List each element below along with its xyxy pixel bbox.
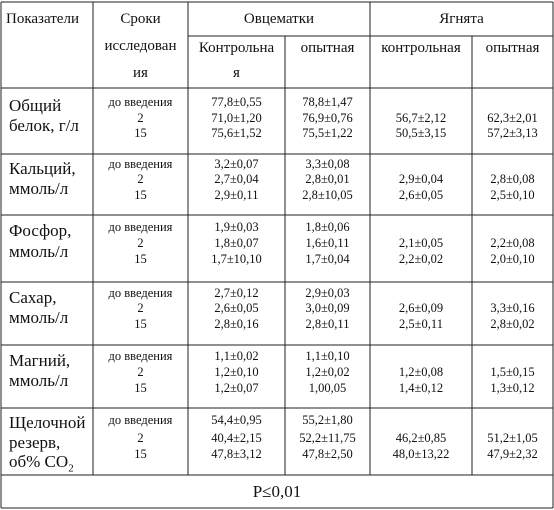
value-cell: 75,6±1,52 [211,126,262,140]
period-cell: 2 [137,172,144,186]
value-cell: 1,1±0,02 [214,349,259,363]
value-cell: 54,4±0,95 [211,413,262,427]
value-cell: 1,9±0,03 [214,220,259,234]
value-cell: 1,7±0,04 [305,252,350,266]
value-cell: 75,5±1,22 [302,126,353,140]
period-cell: 2 [137,111,144,125]
header-lambs: Ягнята [439,11,484,27]
row-label: ммоль/л [9,308,69,327]
value-cell: 2,7±0,12 [214,286,259,300]
row-label: Магний, [9,351,71,370]
value-cell: 2,8±0,08 [490,172,535,186]
value-cell: 57,2±3,13 [487,126,538,140]
period-cell: до введения [108,220,173,234]
header-periods-line3: ия [133,65,148,81]
header-periods-line1: Сроки [120,11,161,27]
period-cell: 15 [134,252,147,266]
value-cell: 3,2±0,07 [214,157,259,171]
value-cell: 47,8±3,12 [211,447,262,461]
value-cell: 78,8±1,47 [302,95,353,109]
value-cell: 1,8±0,07 [214,236,259,250]
value-cell: 2,0±0,10 [490,252,535,266]
value-cell: 56,7±2,12 [395,111,447,125]
row-label: Кальций, [9,159,76,178]
row-label: Общий [9,96,62,115]
period-cell: до введения [108,349,173,363]
value-cell: 62,3±2,01 [487,111,538,125]
value-cell: 1,7±10,10 [211,252,262,266]
value-cell: 1,3±0,12 [490,381,535,395]
header-ewes: Овцематки [243,11,315,27]
value-cell: 2,8±10,05 [302,188,353,202]
value-cell: 1,8±0,06 [305,220,350,234]
period-cell: 2 [137,301,144,315]
period-cell: до введения [108,413,173,427]
value-cell: 3,3±0,16 [490,301,535,315]
period-cell: до введения [108,286,173,300]
period-cell: до введения [108,157,173,171]
value-cell: 47,9±2,32 [487,447,538,461]
value-cell: 1,2±0,07 [214,381,259,395]
row-label: резерв, [9,433,61,452]
value-cell: 1,2±0,02 [305,365,350,379]
value-cell: 2,2±0,02 [398,252,444,266]
value-cell: 1,00,05 [308,381,347,395]
value-cell: 1,1±0,10 [305,349,350,363]
value-cell: 48,0±13,22 [392,447,450,461]
row-label: белок, г/л [9,116,79,135]
row-label: ммоль/л [9,179,69,198]
value-cell: 1,4±0,12 [398,381,444,395]
value-cell: 50,5±3,15 [395,126,447,140]
row-label: Щелочной [9,413,86,432]
row-label: ммоль/л [9,371,69,390]
period-cell: 15 [134,126,147,140]
value-cell: 77,8±0,55 [211,95,262,109]
value-cell: 52,2±11,75 [299,431,356,445]
value-cell: 2,2±0,08 [490,236,535,250]
value-cell: 47,8±2,50 [302,447,353,461]
value-cell: 40,4±2,15 [211,431,262,445]
period-cell: 15 [134,188,147,202]
value-cell: 2,8±0,02 [490,317,535,331]
value-cell: 2,5±0,11 [399,317,443,331]
row-label: об% $CO_2$ [9,452,74,475]
period-cell: 2 [137,365,144,379]
value-cell: 2,6±0,05 [214,301,259,315]
row-label: Сахар, [9,288,57,307]
value-cell: 51,2±1,05 [487,431,538,445]
period-cell: 15 [134,447,147,461]
header-ewes-control-line2: я [233,65,240,81]
period-cell: до введения [108,95,173,109]
value-cell: 2,7±0,04 [214,172,259,186]
value-cell: 1,2±0,10 [214,365,259,379]
value-cell: 2,9±0,04 [398,172,444,186]
value-cell: 2,8±0,01 [305,172,350,186]
significance-note: P≤0,01 [252,482,302,501]
value-cell: 1,6±0,11 [305,236,350,250]
value-cell: 1,2±0,08 [398,365,444,379]
value-cell: 2,9±0,11 [214,188,259,202]
row-label: ммоль/л [9,242,69,261]
value-cell: 76,9±0,76 [302,111,353,125]
period-cell: 15 [134,381,147,395]
value-cell: 3,0±0,09 [305,301,350,315]
header-ewes-experimental: опытная [300,40,355,56]
value-cell: 1,5±0,15 [490,365,535,379]
value-cell: 2,6±0,09 [398,301,444,315]
value-cell: 2,1±0,05 [398,236,444,250]
value-cell: 55,2±1,80 [302,413,353,427]
header-lambs-experimental: опытная [485,40,540,56]
row-label: Фосфор, [9,221,72,240]
value-cell: 46,2±0,85 [395,431,447,445]
period-cell: 2 [137,431,144,445]
value-cell: 3,3±0,08 [305,157,350,171]
period-cell: 2 [137,236,144,250]
value-cell: 2,8±0,11 [305,317,350,331]
period-cell: 15 [134,317,147,331]
value-cell: 2,8±0,16 [214,317,259,331]
value-cell: 2,9±0,03 [305,286,350,300]
header-periods-line2: исследован [104,38,177,54]
value-cell: 2,6±0,05 [398,188,444,202]
header-ewes-control-line1: Контрольна [198,40,275,56]
header-indicators: Показатели [6,11,79,27]
value-cell: 2,5±0,10 [490,188,535,202]
value-cell: 71,0±1,20 [211,111,262,125]
header-lambs-control: контрольная [381,40,461,56]
